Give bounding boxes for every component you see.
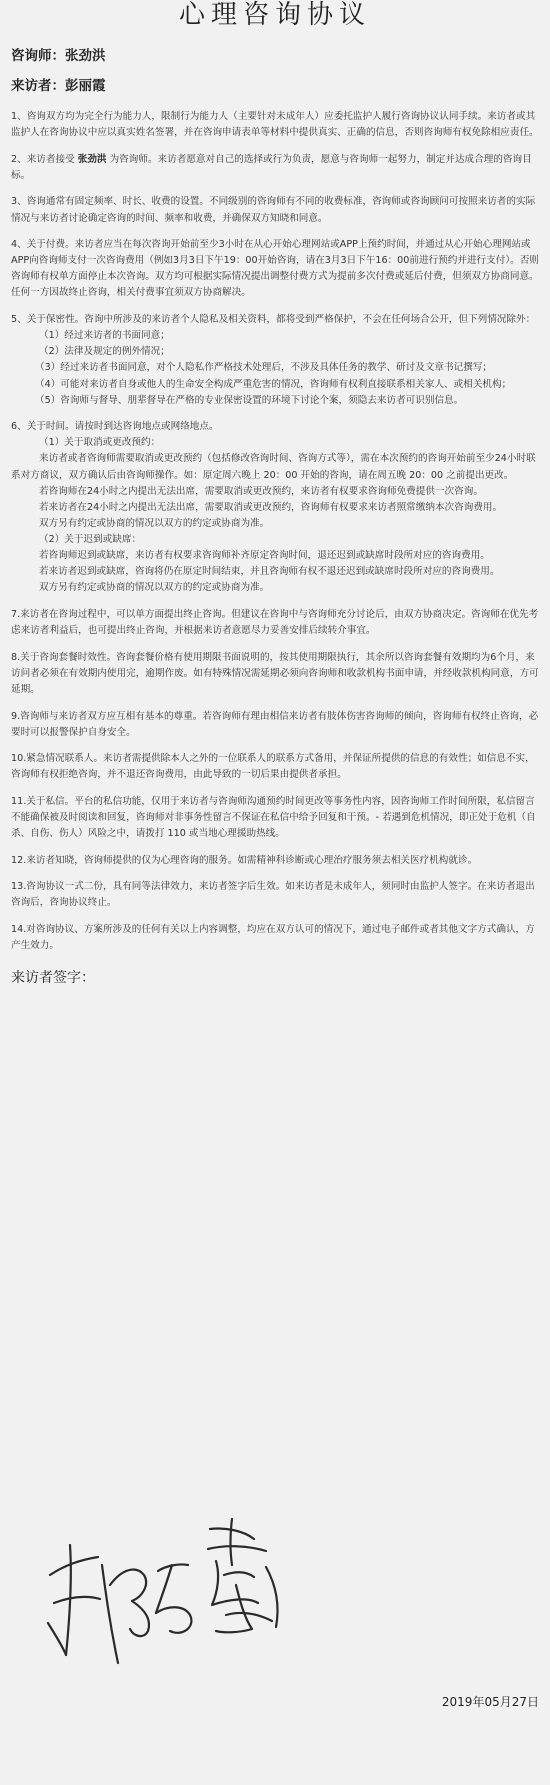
clause-2-post: 为咨询师。来访者愿意对自己的选择或行为负责，愿意与咨询师一起努力，制定并达成合理的咨询目标。 xyxy=(11,153,532,181)
clause-5-item-1: （1）经过来访者的书面同意； xyxy=(39,330,170,342)
clause-6-sub-2b: 若来访者迟到或缺席，咨询将仍在原定时间结束，并且咨询师有权不退还迟到或缺席时段所对应的咨询费用。 xyxy=(39,566,500,578)
client-name: 彭丽霞 xyxy=(65,78,106,94)
clause-10-text: 10.紧急情况联系人。来访者需提供除本人之外的一位联系人的联系方式备用，并保证所提供的信息的有效性；如信息不实，咨询师有权拒绝咨询，并不退还咨询费用，由此导致的一切后果由提供者承担。 xyxy=(11,753,535,781)
counselor-name: 张劲洪 xyxy=(65,48,106,64)
clause-5-item-2: （2）法律及规定的例外情况； xyxy=(39,346,170,358)
clause-5-item-3: （3）经过来访者书面同意，对个人隐私作严格技术处理后，不涉及具体任务的教学、研讨及文章书记撰写； xyxy=(35,362,493,374)
clause-6-sub-2: （2）关于迟到或缺席： xyxy=(39,534,142,546)
clause-8 xyxy=(11,650,539,698)
clause-13 xyxy=(11,879,539,911)
clause-12 xyxy=(11,853,539,869)
signing-date: 2019年05月27日 xyxy=(441,1695,539,1709)
clause-8-text: 8.关于咨询套餐时效性。咨询套餐价格有使用期限书面说明的，按其使用期限执行，其余所以咨询套餐有效期均为6个月，来访问者必须在有效期内使用完，逾期作废。如有特殊情况需延期必须向咨询师和收款机构书面申请，并经收款机构同意，方可延期。 xyxy=(11,651,539,695)
signature-label: 来访者签字： xyxy=(11,970,95,987)
clause-5 xyxy=(11,312,539,409)
clause-9 xyxy=(11,709,539,741)
clause-6-text: 6、关于时间。请按时到达咨询地点或网络地点。 xyxy=(11,421,219,433)
client-line xyxy=(11,76,539,96)
clause-2-pre: 2、来访者接受 xyxy=(11,153,75,165)
clause-7 xyxy=(11,607,539,639)
clause-14-text: 14.对咨询协议、方案所涉及的任何有关以上内容调整，均应在双方认可的情况下，通过电子邮件或者其他文字方式确认，方产生效力。 xyxy=(11,924,535,952)
clause-3-text: 3、咨询通常有固定频率、时长、收费的设置。不同级别的咨询师有不同的收费标准，咨询师或咨询顾问可按照来访者的实际情况与来访者讨论确定咨询的时间、频率和收费，并确保双方知晓和同意。 xyxy=(11,196,536,224)
clause-6 xyxy=(11,419,539,596)
clause-14 xyxy=(11,922,539,954)
clause-3 xyxy=(11,194,539,226)
clause-6-sub-2c: 双方另有约定或协商的情况以双方的约定或协商为准。 xyxy=(39,582,270,594)
clause-6-sub-1: （1）关于取消或更改预约： xyxy=(39,437,161,449)
clause-6-sub-1a: 来访者或者咨询师需要取消或更改预约（包括修改咨询时间、咨询方式等），需在本次预约的咨询开始前至少24小时联系对方商议，双方确认后由咨询师操作。如：原定周六晚上 20：00 开始的咨询，请在周五晚 20：00 之前提出更改。 xyxy=(11,453,536,481)
clause-6-sub-2a: 若咨询师迟到或缺席，来访者有权要求咨询师补齐原定咨询时间，退还迟到或缺席时段所对应的咨询费用。 xyxy=(39,550,490,562)
clause-list xyxy=(11,109,539,954)
clause-2-counselor-name: 张劲洪 xyxy=(77,153,107,165)
clause-11-text: 11.关于私信。平台的私信功能，仅用于来访者与咨询师沟通预约时间更改等事务性内容，因咨询师工作时间所限，私信留言不能确保被及时阅读和回复，咨询师对非事务性留言不保证在私信中给予回复和干预。- 若遇到危机情况，即正处于危机（自杀、自伤、伤人）风险之中，请拨打 110 或当地心理援助热线。 xyxy=(11,795,536,840)
clause-1 xyxy=(11,109,539,141)
clause-1-text: 1、咨询双方均为完全行为能力人，限制行为能力人（主要针对未成年人）应委托监护人履行咨询协议认同手续。来访者或其监护人在咨询协议中应以真实姓名签署，并在咨询申请表单等材料中提供真实、正确的信息，否则咨询师有权免除相应责任。 xyxy=(11,111,539,139)
handwritten-signature xyxy=(40,1505,300,1685)
clause-5-item-4: （4）可能对来访者自身或他人的生命安全构成严重危害的情况，咨询师有权利直接联系相关家人、或相关机构； xyxy=(35,378,512,390)
clause-4-text: 4、关于付费。来访者应当在每次咨询开始前至少3小时在从心开始心理网站或APP上预约时间，并通过从心开始心理网站或APP向咨询师支付一次咨询费用（例如3月3日下午19：00开始咨询，请在3月3日下午16：00前进行预约并进行支付）。否则咨询师有权单方面停止本次咨询。双方均可根据实际情况提出调整付费方式为提前多次付费或延后付费，但须双方协商同意。任何一方因故终止咨询，相关付费事宜须双方协商解决。 xyxy=(11,239,539,299)
counselor-label: 咨询师： xyxy=(11,48,65,64)
clause-2 xyxy=(11,152,539,184)
clause-4 xyxy=(11,237,539,301)
clause-5-item-5: （5）咨询师与督导、朋辈督导在严格的专业保密设置的环境下讨论个案，须隐去来访者可识别信息。 xyxy=(35,394,464,406)
client-label: 来访者： xyxy=(11,78,65,94)
clause-7-text: 7.来访者在咨询过程中，可以单方面提出终止咨询。但建议在咨询中与咨询师充分讨论后，由双方协商决定。咨询师在优先考虑来访者利益后，也可提出终止咨询，并根据来访者意愿尽力妥善安排后续转介事宜。 xyxy=(11,608,539,637)
clause-11 xyxy=(11,794,539,842)
clause-10 xyxy=(11,751,539,783)
clause-6-sub-1d: 双方另有约定或协商的情况以双方的约定或协商为准。 xyxy=(39,517,270,529)
clause-6-sub-1c: 若来访者在24小时之内提出无法出席，需要取消或更改预约，咨询师有权要求来访者照常缴纳本次咨询费用。 xyxy=(39,501,503,513)
clause-9-text: 9.咨询师与来访者双方应互相有基本的尊重。若咨询师有理由相信来访者有肢体伤害咨询师的倾向，咨询师有权终止咨询，必要时可以报警保护自身安全。 xyxy=(11,710,539,738)
clause-6-sub-1b: 若咨询师在24小时之内提出无法出席，需要取消或更改预约，来访者有权要求咨询师免费提供一次咨询。 xyxy=(39,485,483,497)
clause-5-text: 5、关于保密性。咨询中所涉及的来访者个人隐私及相关资料，都将受到严格保护，不会在任何场合公开，但下列情况除外： xyxy=(11,314,536,326)
clause-13-text: 13.咨询协议一式二份，具有同等法律效力，来访者签字后生效。如来访者是未成年人，须同时由监护人签字。在来访者退出咨询后，咨询协议终止。 xyxy=(11,881,535,909)
counselor-line xyxy=(11,46,539,66)
clause-12-text: 12.来访者知晓，咨询师提供的仅为心理咨询的服务。如需精神科诊断或心理治疗服务须去相关医疗机构就诊。 xyxy=(11,854,478,866)
page-title: 心理咨询协议 xyxy=(178,0,371,30)
